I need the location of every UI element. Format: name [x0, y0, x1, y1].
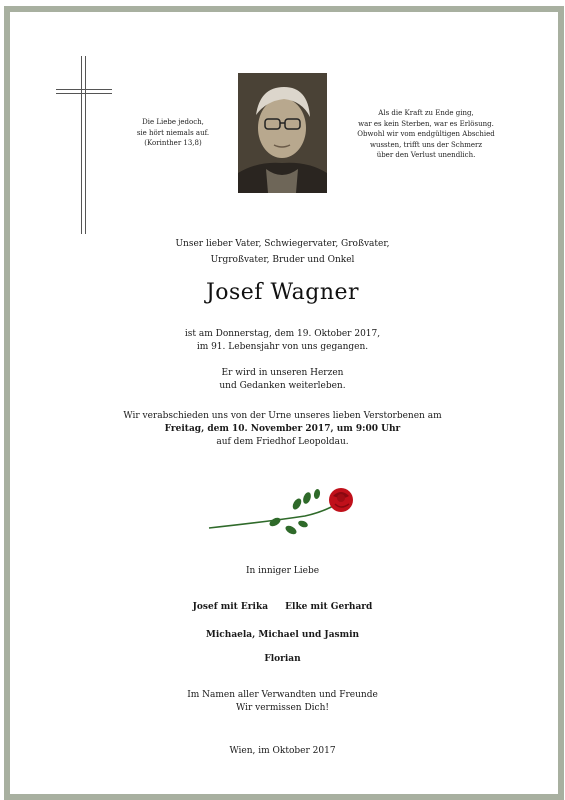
death-line: im 91. Lebensjahr von uns gegangen.: [196, 342, 369, 352]
poem-line: Obwohl wir vom endgültigen Abschied: [357, 130, 495, 138]
farewell-text: [0, 410, 565, 449]
family-row: Florian: [264, 654, 301, 664]
poem-line: wussten, trifft uns der Schmerz: [369, 140, 483, 149]
quote-line: (Korinther 13,8): [144, 139, 202, 147]
bible-quote: [120, 117, 226, 149]
place-date: Wien, im Oktober 2017: [229, 746, 336, 756]
farewell-date: Freitag, dem 10. November 2017, um 9:00 Uhr: [164, 424, 401, 434]
family-member: Elke mit Gerhard: [285, 602, 373, 612]
rose-icon: [205, 478, 365, 544]
poem-line: war es kein Sterben, war es Erlösung.: [358, 119, 494, 128]
intro-text: [0, 236, 565, 268]
family-member: Josef mit Erika: [192, 602, 269, 612]
intro-line: Unser lieber Vater, Schwiegervater, Großvater,: [175, 239, 390, 249]
farewell-line: Wir verabschieden uns von der Urne unseres lieben Verstorbenen am: [123, 411, 442, 421]
poem-quote: [351, 108, 501, 161]
poem-line: Als die Kraft zu Ende ging,: [378, 109, 474, 117]
death-notice: [0, 328, 565, 354]
family-row: [0, 602, 565, 612]
deceased-name: Josef Wagner: [205, 280, 360, 305]
death-line: ist am Donnerstag, dem 19. Oktober 2017,: [184, 329, 381, 339]
quote-line: Die Liebe jedoch,: [142, 118, 204, 126]
intro-line: Urgroßvater, Bruder und Onkel: [210, 255, 355, 265]
relatives-line: Im Namen aller Verwandten und Freunde: [187, 690, 378, 700]
in-love-text: In inniger Liebe: [245, 566, 320, 576]
memory-text: [0, 367, 565, 393]
relatives-line: Wir vermissen Dich!: [235, 703, 330, 713]
quote-line: sie hört niemals auf.: [136, 128, 210, 137]
relatives-text: [0, 689, 565, 715]
farewell-place: auf dem Friedhof Leopoldau.: [216, 437, 349, 447]
memory-line: und Gedanken weiterleben.: [219, 381, 346, 391]
memory-line: Er wird in unseren Herzen: [221, 368, 344, 378]
poem-line: über den Verlust unendlich.: [376, 151, 476, 159]
portrait-photo: [238, 73, 327, 193]
family-row: Michaela, Michael und Jasmin: [205, 630, 360, 640]
